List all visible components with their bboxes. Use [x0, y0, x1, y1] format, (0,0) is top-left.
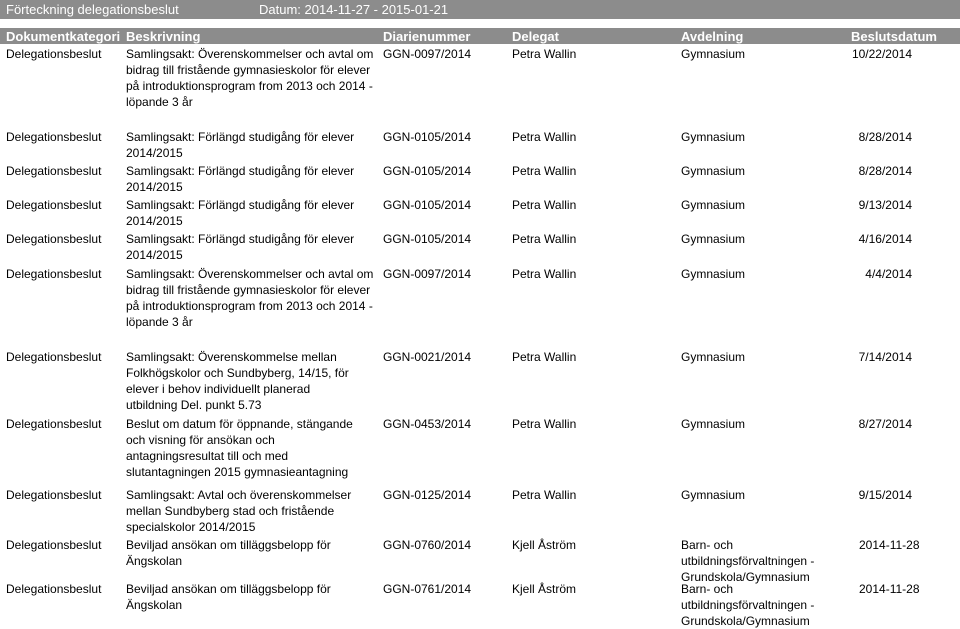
cell-avdelning: Gymnasium — [681, 130, 746, 144]
cell-kategori: Delegationsbeslut — [6, 350, 102, 364]
cell-kategori: Delegationsbeslut — [6, 417, 102, 431]
cell-beslutsdatum: 9/15/2014 — [858, 488, 912, 502]
cell-avdelning: Gymnasium — [681, 350, 746, 364]
cell-beskrivning: Beslut om datum för öppnande, stängande och visning för ansökan och antagningsresultat till och med slutantagningen 2015 gymnasieantagning — [126, 417, 353, 479]
cell-beslutsdatum: 7/14/2014 — [858, 350, 912, 364]
cell-beslutsdatum: 2014-11-28 — [859, 538, 920, 552]
cell-kategori: Delegationsbeslut — [6, 488, 102, 502]
cell-beslutsdatum: 4/4/2014 — [865, 267, 912, 281]
cell-beskrivning: Beviljad ansökan om tilläggsbelopp för Ängskolan — [126, 538, 331, 568]
cell-beslutsdatum: 8/27/2014 — [858, 417, 912, 431]
cell-delegat: Petra Wallin — [512, 232, 577, 246]
cell-delegat: Kjell Åström — [512, 582, 577, 596]
cell-avdelning: Gymnasium — [681, 417, 746, 431]
column-header-beskrivning: Beskrivning — [126, 29, 201, 44]
cell-beskrivning: Samlingsakt: Förlängd studigång för elever 2014/2015 — [126, 198, 355, 228]
cell-beskrivning: Beviljad ansökan om tilläggsbelopp för Ängskolan — [126, 582, 331, 612]
cell-diarienummer: GGN-0105/2014 — [383, 164, 472, 178]
cell-kategori: Delegationsbeslut — [6, 582, 102, 596]
cell-beslutsdatum: 8/28/2014 — [858, 164, 912, 178]
column-header-beslutsdatum: Beslutsdatum — [851, 29, 937, 44]
cell-kategori: Delegationsbeslut — [6, 267, 102, 281]
cell-delegat: Kjell Åström — [512, 538, 577, 552]
cell-kategori: Delegationsbeslut — [6, 130, 102, 144]
cell-delegat: Petra Wallin — [512, 417, 577, 431]
cell-beslutsdatum: 8/28/2014 — [858, 130, 912, 144]
cell-diarienummer: GGN-0021/2014 — [383, 350, 472, 364]
cell-avdelning: Gymnasium — [681, 198, 746, 212]
cell-diarienummer: GGN-0453/2014 — [383, 417, 472, 431]
cell-kategori: Delegationsbeslut — [6, 164, 102, 178]
column-header-kategori: Dokumentkategori — [6, 29, 121, 44]
cell-beskrivning: Samlingsakt: Förlängd studigång för elever 2014/2015 — [126, 164, 355, 194]
cell-kategori: Delegationsbeslut — [6, 198, 102, 212]
cell-avdelning: Gymnasium — [681, 267, 746, 281]
cell-delegat: Petra Wallin — [512, 267, 577, 281]
cell-avdelning: Gymnasium — [681, 232, 746, 246]
report-title-bar — [0, 0, 960, 19]
column-header-bar — [0, 28, 960, 44]
column-header-avdelning: Avdelning — [681, 29, 744, 44]
title-gap — [0, 19, 960, 28]
cell-beslutsdatum: 9/13/2014 — [858, 198, 912, 212]
cell-delegat: Petra Wallin — [512, 198, 577, 212]
cell-delegat: Petra Wallin — [512, 488, 577, 502]
cell-diarienummer: GGN-0125/2014 — [383, 488, 472, 502]
cell-delegat: Petra Wallin — [512, 350, 577, 364]
cell-kategori: Delegationsbeslut — [6, 538, 102, 552]
cell-delegat: Petra Wallin — [512, 47, 577, 61]
cell-diarienummer: GGN-0105/2014 — [383, 130, 472, 144]
cell-avdelning: Gymnasium — [681, 47, 746, 61]
cell-avdelning: Gymnasium — [681, 164, 746, 178]
cell-kategori: Delegationsbeslut — [6, 47, 102, 61]
cell-beskrivning: Samlingsakt: Överenskommelse mellan Folkhögskolor och Sundbyberg, 14/15, för elever i behov individuellt planerad utbildning Del. punkt 5.73 — [126, 350, 349, 412]
cell-diarienummer: GGN-0105/2014 — [383, 232, 472, 246]
cell-delegat: Petra Wallin — [512, 164, 577, 178]
cell-beslutsdatum: 4/16/2014 — [858, 232, 912, 246]
cell-beskrivning: Samlingsakt: Överenskommelser och avtal om bidrag till fristående gymnasieskolor för elever på introduktionsprogram from 2013 och 2014 - löpande 3 år — [126, 267, 374, 329]
cell-avdelning: Barn- och utbildningsförvaltningen - Grundskola/Gymnasium — [681, 582, 815, 628]
cell-diarienummer: GGN-0105/2014 — [383, 198, 472, 212]
cell-beslutsdatum: 2014-11-28 — [859, 582, 920, 596]
cell-beskrivning: Samlingsakt: Överenskommelser och avtal om bidrag till fristående gymnasieskolor för elever på introduktionsprogram from 2013 och 2014 - löpande 3 år — [126, 47, 374, 109]
cell-beskrivning: Samlingsakt: Avtal och överenskommelser mellan Sundbyberg stad och fristående specialskolor 2014/2015 — [126, 488, 352, 534]
column-header-delegat: Delegat — [512, 29, 559, 44]
cell-diarienummer: GGN-0097/2014 — [383, 47, 472, 61]
cell-beskrivning: Samlingsakt: Förlängd studigång för elever 2014/2015 — [126, 232, 355, 262]
report-date-range: Datum: 2014-11-27 - 2015-01-21 — [259, 2, 449, 17]
cell-diarienummer: GGN-0097/2014 — [383, 267, 472, 281]
cell-delegat: Petra Wallin — [512, 130, 577, 144]
cell-diarienummer: GGN-0761/2014 — [383, 582, 472, 596]
column-header-diarienummer: Diarienummer — [383, 29, 471, 44]
cell-beskrivning: Samlingsakt: Förlängd studigång för elever 2014/2015 — [126, 130, 355, 160]
cell-diarienummer: GGN-0760/2014 — [383, 538, 472, 552]
cell-kategori: Delegationsbeslut — [6, 232, 102, 246]
cell-beslutsdatum: 10/22/2014 — [851, 47, 912, 61]
report-title: Förteckning delegationsbeslut — [6, 2, 179, 17]
cell-avdelning: Gymnasium — [681, 488, 746, 502]
cell-avdelning: Barn- och utbildningsförvaltningen - Grundskola/Gymnasium — [681, 538, 815, 584]
